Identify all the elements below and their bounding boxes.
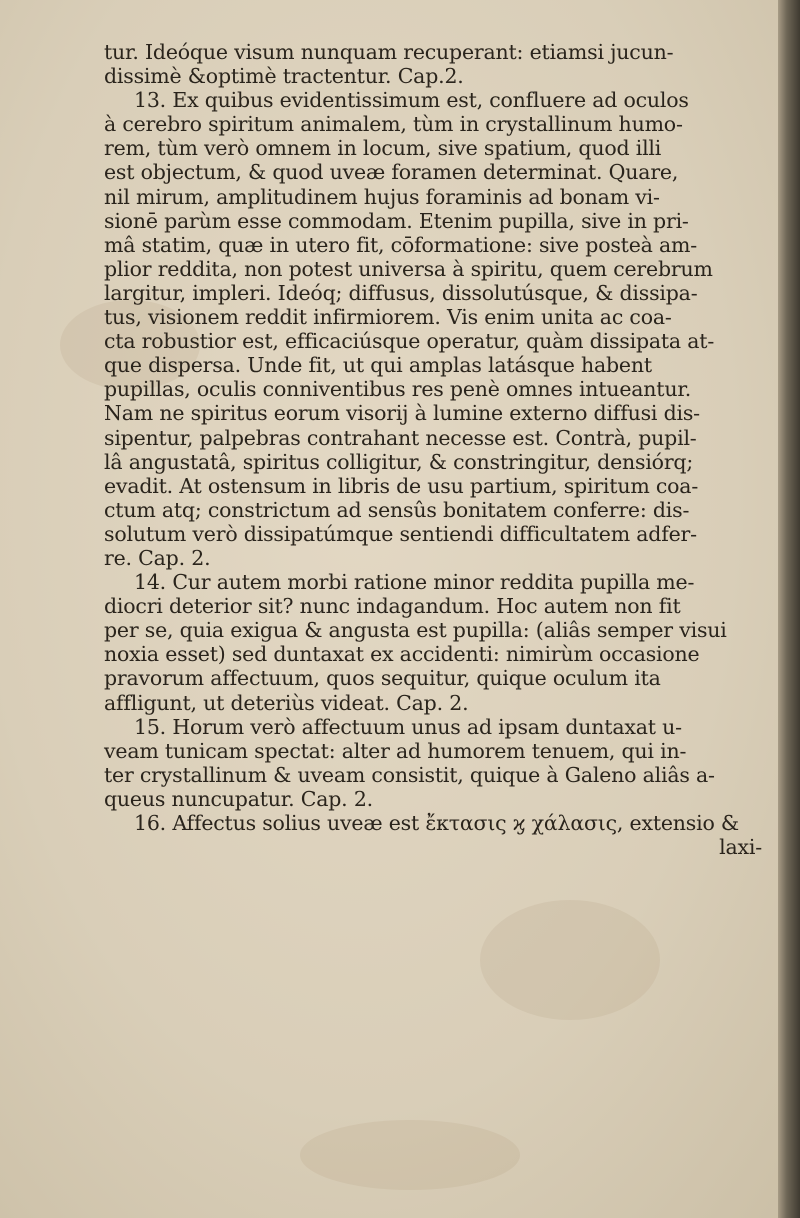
text-line: rem, tùm verò omnem in locum, sive spatium, quod illi bbox=[104, 136, 662, 161]
paragraph-14-start: 14. Cur autem morbi ratione minor reddita pupilla me- bbox=[134, 570, 695, 595]
text-line: tur. Ideóque visum nunquam recuperant: etiamsi jucun- bbox=[104, 40, 674, 64]
page-binding-edge bbox=[778, 0, 800, 1218]
text-line: sionē parùm esse commodam. Etenim pupilla, sive in pri- bbox=[104, 208, 689, 233]
text-line: re. Cap. 2. bbox=[104, 545, 211, 570]
paper-stain bbox=[480, 900, 660, 1020]
text-line: pupillas, oculis conniventibus res penè omnes intueantur. bbox=[104, 377, 692, 402]
text-line: largitur, impleri. Ideóq; diffusus, dissolutúsque, & dissipa- bbox=[104, 280, 698, 305]
text-line: noxia esset) sed duntaxat ex accidenti: nimirùm occasione bbox=[104, 642, 700, 667]
text-line: dissimè &optimè tractentur. Cap.2. bbox=[104, 64, 464, 89]
text-line: solutum verò dissipatúmque sentiendi difficultatem adfer- bbox=[104, 521, 697, 546]
text-line: evadit. At ostensum in libris de usu partium, spiritum coa- bbox=[104, 473, 699, 498]
text-line: ter crystallinum & uveam consistit, quique à Galeno aliâs a- bbox=[104, 762, 715, 787]
text-line: Nam ne spiritus eorum visorij à lumine externo diffusi dis- bbox=[104, 401, 700, 426]
text-line: queus nuncupatur. Cap. 2. bbox=[104, 786, 373, 811]
paper-stain bbox=[300, 1120, 520, 1190]
body-text bbox=[104, 40, 768, 859]
text-line: per se, quia exigua & angusta est pupilla: (aliâs semper visui bbox=[104, 618, 727, 643]
text-line: lâ angustatâ, spiritus colligitur, & constringitur, densiórq; bbox=[104, 449, 694, 474]
paragraph-15-start: 15. Horum verò affectuum unus ad ipsam duntaxat u- bbox=[134, 714, 682, 739]
text-line: plior reddita, non potest universa à spiritu, quem cerebrum bbox=[104, 256, 713, 281]
text-line: que dispersa. Unde fit, ut qui amplas latásque habent bbox=[104, 353, 652, 378]
text-line: pravorum affectuum, quos sequitur, quique oculum ita bbox=[104, 666, 661, 691]
text-line: mâ statim, quæ in utero fit, cōformatione: sive posteà am- bbox=[104, 232, 697, 257]
text-line: cta robustior est, efficaciúsque operatur, quàm dissipata at- bbox=[104, 329, 715, 354]
text-line: veam tunicam spectat: alter ad humorem tenuem, qui in- bbox=[104, 738, 687, 763]
text-line: affligunt, ut deteriùs videat. Cap. 2. bbox=[104, 690, 469, 715]
text-line: sipentur, palpebras contrahant necesse est. Contrà, pupil- bbox=[104, 425, 697, 450]
text-line: est objectum, & quod uveæ foramen determinat. Quare, bbox=[104, 160, 679, 185]
text-line: nil mirum, amplitudinem hujus foraminis ad bonam vi- bbox=[104, 184, 660, 209]
paragraph-13-start: 13. Ex quibus evidentissimum est, confluere ad oculos bbox=[134, 88, 689, 113]
text-line: ctum atq; constrictum ad sensûs bonitatem conferre: dis- bbox=[104, 497, 690, 522]
text-line: à cerebro spiritum animalem, tùm in crystallinum humo- bbox=[104, 112, 683, 137]
catchword: laxi- bbox=[719, 835, 762, 860]
text-line: diocri deterior sit? nunc indagandum. Hoc autem non fit bbox=[104, 594, 681, 619]
paragraph-16-start: 16. Affectus solius uveæ est ἔκτασις ϗ χάλασις, extensio & bbox=[134, 811, 739, 835]
text-line: tus, visionem reddit infirmiorem. Vis enim unita ac coa- bbox=[104, 305, 672, 330]
